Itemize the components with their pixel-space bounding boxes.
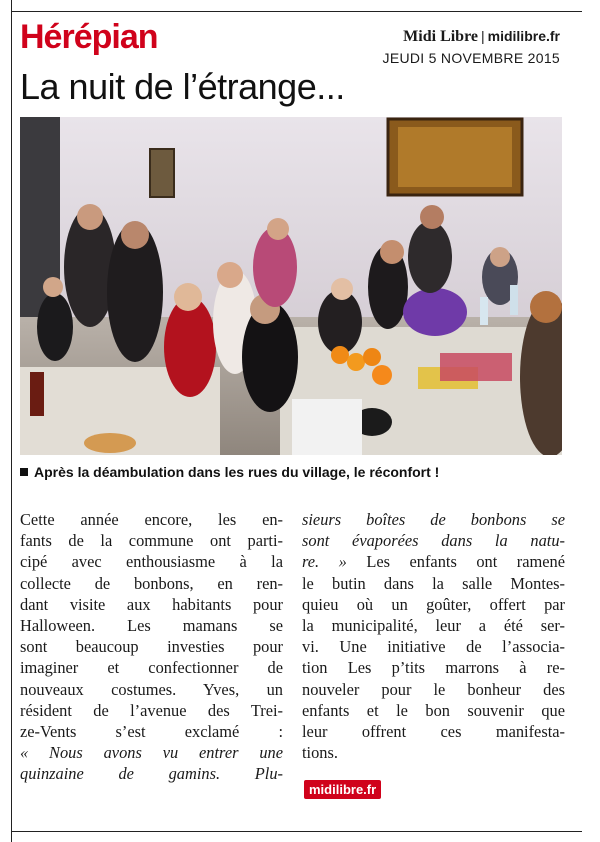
article-line: leur offrent ces manifesta-	[302, 721, 565, 741]
masthead-line	[383, 28, 560, 46]
article-line: collecte de bonbons, en ren-	[20, 573, 283, 593]
top-rule	[12, 11, 582, 12]
article-line: cipé avec enthousiasme à la	[20, 552, 283, 572]
article-line: nouveaux costumes. Yves, un	[20, 679, 283, 699]
article-quote-line: sont évaporées dans la natu-	[302, 531, 565, 551]
small-frame	[150, 149, 174, 197]
article-line: la municipalité, leur a été ser-	[302, 615, 565, 635]
article-line: nouveler pour le bonheur des	[302, 679, 565, 699]
masthead-site: midilibre.fr	[487, 28, 560, 44]
article-line: ze-Vents s’est exclamé :	[20, 721, 283, 741]
article-photo	[20, 117, 562, 455]
photo-caption	[20, 464, 439, 480]
headline: La nuit de l’étrange...	[20, 66, 345, 107]
quote-end: re. »	[302, 552, 347, 572]
section-title: Hérépian	[20, 18, 158, 56]
masthead-separator: |	[481, 28, 485, 44]
article-line: sont beaucoup investies pour	[20, 637, 283, 657]
masthead	[383, 28, 560, 66]
article-line: résident de l’avenue des Trei-	[20, 700, 283, 720]
article-line: enfants et le bon souvenir que	[302, 700, 565, 720]
source-tag: midilibre.fr	[304, 780, 381, 799]
article-quote-line: sieurs boîtes de bonbons se	[302, 510, 565, 529]
article-line: tions.	[302, 743, 338, 763]
masthead-brand: Midi Libre	[403, 28, 478, 45]
article-column-1	[20, 509, 283, 784]
article-line: imaginer et confectionner de	[20, 658, 283, 678]
article-line: dant visite aux habitants pour	[20, 594, 283, 614]
article-quote-line: « Nous avons vu entrer une	[20, 743, 283, 763]
article-line: tion Les p’tits marrons à re-	[302, 658, 565, 678]
article-line: Cette année encore, les en-	[20, 510, 283, 529]
article-line: le butin dans la salle Montes-	[302, 573, 565, 593]
article-column-2	[302, 509, 565, 763]
article-line: fants de la commune ont parti-	[20, 531, 283, 551]
bottom-rule	[12, 831, 582, 832]
publication-date: JEUDI 5 NOVEMBRE 2015	[382, 50, 560, 66]
caption-bullet	[20, 468, 28, 476]
article-quote-line: quinzaine de gamins. Plu-	[20, 764, 283, 784]
article-line: vi. Une initiative de l’associa-	[302, 637, 565, 657]
page-border-left	[11, 0, 12, 842]
painting-canvas	[398, 127, 512, 187]
article-line: Halloween. Les mamans se	[20, 615, 283, 635]
article-line-mixed	[302, 551, 565, 572]
article-line: quieu où un goûter, offert par	[302, 594, 565, 614]
caption-text: Après la déambulation dans les rues du village, le réconfort !	[34, 464, 440, 480]
sentence-start: Les enfants ont ramené	[346, 552, 565, 572]
photo-illustration	[20, 117, 562, 455]
